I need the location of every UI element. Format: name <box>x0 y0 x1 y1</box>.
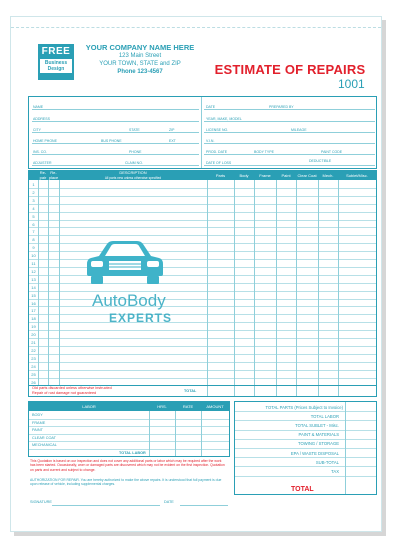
table-row[interactable] <box>29 378 376 379</box>
labor-row-label: FRAME <box>32 420 46 425</box>
table-row[interactable] <box>29 314 376 315</box>
logo-free-text: FREE <box>41 46 71 57</box>
row-number: 1 <box>32 182 35 187</box>
field-paint-code[interactable]: PAINT CODE <box>321 150 343 154</box>
col-divider <box>59 180 60 385</box>
totals-row-label: TOWING / STORAGE <box>297 441 339 447</box>
col-divider <box>38 180 39 385</box>
col-divider <box>48 180 49 385</box>
col-sublet-misc: Sublet/Misc. <box>338 171 376 180</box>
totals-row[interactable] <box>235 476 376 477</box>
row-number: 17 <box>31 308 36 314</box>
table-row[interactable] <box>29 283 376 284</box>
field-body-type[interactable]: BODY TYPE <box>254 150 274 154</box>
company-city: YOUR TOWN, STATE and ZIP <box>99 61 181 67</box>
field-zip[interactable]: ZIP <box>169 128 175 132</box>
field-prepared-by[interactable]: PREPARED BY <box>269 105 294 109</box>
row-number: 10 <box>31 253 36 259</box>
table-row[interactable] <box>29 212 376 213</box>
totals-row[interactable] <box>235 457 376 458</box>
field-date[interactable]: DATE <box>206 105 216 109</box>
signature-date-label[interactable]: DATE <box>164 500 174 504</box>
field-line <box>32 143 199 144</box>
totals-row[interactable] <box>235 411 376 412</box>
table-row[interactable] <box>29 188 376 189</box>
field-line <box>204 154 375 155</box>
labor-row-label: BODY <box>32 413 43 417</box>
table-row[interactable] <box>29 243 376 244</box>
labor-header: LABOR <box>29 402 149 411</box>
totals-row-label: EPA / WASTE DISPOSAL <box>290 450 339 456</box>
watermark-experts: EXPERTS <box>109 311 173 325</box>
row-number: 2 <box>32 189 35 195</box>
field-city[interactable]: CITY <box>33 128 41 132</box>
col-frame: Frame <box>254 171 276 180</box>
signature-line <box>52 505 160 506</box>
table-row[interactable] <box>29 322 376 323</box>
company-phone: Phone 123-4567 <box>117 69 163 75</box>
labor-row[interactable] <box>29 426 229 427</box>
col-parts: Parts <box>207 171 234 180</box>
logo-line-1: Business <box>44 60 68 66</box>
table-row[interactable] <box>29 196 376 197</box>
table-row[interactable] <box>29 338 376 339</box>
labor-hrs-header: HRS. <box>149 402 175 411</box>
row-number: 12 <box>31 268 36 274</box>
total-labor-label: TOTAL LABOR <box>119 451 146 455</box>
row-number: 9 <box>32 245 35 251</box>
table-row[interactable] <box>29 370 376 371</box>
field-ext[interactable]: EXT <box>169 139 176 143</box>
totals-row-label: TAX <box>331 468 339 474</box>
labor-row[interactable] <box>29 419 229 420</box>
field-adjuster[interactable]: ADJUSTER <box>33 161 52 165</box>
logo-business-design <box>40 59 72 73</box>
field-line <box>32 165 199 166</box>
table-row[interactable] <box>29 227 376 228</box>
totals-row[interactable] <box>235 439 376 440</box>
row-number: 3 <box>32 197 35 203</box>
col-divider <box>338 180 339 396</box>
row-number: 25 <box>31 371 36 377</box>
col-clear-coat: Clear Coat <box>297 173 317 178</box>
col-divider <box>175 411 176 456</box>
field-line <box>32 109 199 110</box>
row-number: 23 <box>31 355 36 361</box>
col-divider <box>296 180 297 396</box>
col-mech: Mech. <box>318 171 338 180</box>
totals-row[interactable] <box>235 448 376 449</box>
field-line <box>32 132 199 133</box>
totals-section <box>234 401 377 495</box>
field-state[interactable]: STATE <box>129 128 140 132</box>
col-description <box>59 171 207 180</box>
repair-items-table <box>28 170 377 397</box>
field-line <box>204 143 375 144</box>
table-row[interactable] <box>29 235 376 236</box>
table-row[interactable] <box>29 354 376 355</box>
labor-row[interactable] <box>29 434 229 435</box>
labor-section <box>28 401 230 457</box>
table-row[interactable] <box>29 362 376 363</box>
field-line <box>204 132 375 133</box>
table-row[interactable] <box>29 220 376 221</box>
field-home-phone[interactable]: HOME PHONE <box>33 139 57 143</box>
labor-amount-header: AMOUNT <box>201 402 229 411</box>
field-claim-no[interactable]: CLAIM NO. <box>125 161 143 165</box>
field-prod-date[interactable]: PROD. DATE <box>206 150 228 154</box>
row-number: 6 <box>32 221 35 227</box>
row-number: 24 <box>31 363 36 369</box>
table-row[interactable] <box>29 267 376 268</box>
totals-row-label: TOTAL SUBLET - Misc. <box>295 422 339 428</box>
field-line <box>32 154 199 155</box>
labor-rate-header: RATE <box>175 402 201 411</box>
field-ins-co[interactable]: INS. CO. <box>33 150 48 154</box>
form-number: 1001 <box>338 77 365 91</box>
table-row[interactable] <box>29 204 376 205</box>
company-name: YOUR COMPANY NAME HERE <box>85 43 195 52</box>
totals-row[interactable] <box>235 420 376 421</box>
totals-row[interactable] <box>235 430 376 431</box>
col-repair: Re-pair <box>39 171 47 180</box>
table-total-label: TOTAL <box>184 389 197 393</box>
grand-total-label: TOTAL <box>291 486 314 493</box>
labor-row[interactable] <box>29 449 229 450</box>
row-number: 11 <box>31 261 36 266</box>
row-number: 14 <box>31 284 36 290</box>
row-number: 13 <box>31 276 36 282</box>
row-number: 19 <box>31 324 36 330</box>
field-vin[interactable]: V.I.N. <box>206 139 215 143</box>
logo-line-2: Design <box>47 66 65 72</box>
header-divider <box>201 97 202 168</box>
signature-row <box>28 500 230 508</box>
field-ins-phone[interactable]: PHONE <box>129 150 142 154</box>
table-row[interactable] <box>29 259 376 260</box>
company-street: 123 Main Street <box>118 53 162 59</box>
col-divider <box>345 402 346 494</box>
old-parts-note: Old parts discarded unless otherwise instructed <box>32 386 112 390</box>
col-description-note: All parts new unless otherwise specified <box>104 175 162 180</box>
col-replace: Re-place <box>48 171 59 180</box>
totals-row-label: TOTAL PARTS (Prices Subject to Invoice) <box>265 404 343 410</box>
row-number: 16 <box>31 300 36 306</box>
row-number: 8 <box>32 237 35 243</box>
labor-row-label: MECHANICAL <box>32 443 57 447</box>
field-year-make-model[interactable]: YEAR, MAKE, MODEL <box>206 117 242 121</box>
field-line <box>32 121 199 122</box>
col-divider <box>149 411 150 456</box>
table-row[interactable] <box>29 299 376 300</box>
table-row[interactable] <box>29 275 376 276</box>
rust-damage-note: Repair of rust damage not guaranteed <box>32 391 97 395</box>
field-line <box>204 121 375 122</box>
col-divider <box>276 180 277 396</box>
table-row[interactable] <box>29 330 376 331</box>
field-line <box>204 165 375 166</box>
totals-row-label: TOTAL LABOR <box>310 413 339 419</box>
car-watermark-icon <box>85 238 165 286</box>
customer-vehicle-section <box>28 96 377 169</box>
perforation-line <box>11 27 381 28</box>
col-description-label: DESCRIPTION <box>119 171 147 175</box>
col-divider <box>234 180 235 396</box>
table-row[interactable] <box>29 306 376 307</box>
field-line <box>204 109 375 110</box>
company-info <box>80 44 200 76</box>
col-divider <box>201 411 202 456</box>
labor-row[interactable] <box>29 441 229 442</box>
row-number: 21 <box>31 340 36 345</box>
col-paint: Paint <box>276 171 296 180</box>
field-deductible[interactable]: DEDUCTIBLE <box>309 159 332 163</box>
watermark-autobody: AutoBody <box>92 291 166 310</box>
row-number: 5 <box>32 213 35 219</box>
date-line <box>180 505 228 506</box>
labor-row-label: CLEAR COAT <box>32 435 56 440</box>
signature-label[interactable]: SIGNATURE <box>30 500 52 504</box>
field-address[interactable]: ADDRESS <box>33 117 50 121</box>
row-number: 20 <box>31 332 36 338</box>
row-number: 7 <box>32 229 35 235</box>
field-name[interactable]: NAME <box>33 105 44 109</box>
row-number: 26 <box>31 379 36 385</box>
row-number: 4 <box>32 205 35 211</box>
col-body: Body <box>234 171 254 180</box>
quotation-disclaimer: This Quotation is based on our inspection and does not cover any additional parts or labor which may be required after the work has been started. Occasionally, worn or damaged parts are discovered which may not be evident on the first inspection. Quotation on parts and current and subject to change. <box>30 459 225 472</box>
col-divider <box>318 180 319 396</box>
field-mileage[interactable]: MILEAGE <box>291 128 307 132</box>
authorization-text: AUTHORIZATION FOR REPAIR. You are hereby authorized to make the above repairs. It is understood that full payment is due upon release of vehicle, including supplemental charges. <box>30 478 222 487</box>
totals-row-label: SUB-TOTAL <box>315 459 339 465</box>
row-number: 18 <box>31 316 36 322</box>
col-divider <box>207 180 208 396</box>
col-divider <box>254 180 255 396</box>
table-row[interactable] <box>29 346 376 347</box>
company-logo <box>38 44 74 80</box>
totals-row-label: PAINT & MATERIALS <box>298 432 339 438</box>
table-row[interactable] <box>29 291 376 292</box>
labor-row-label: PAINT <box>32 428 43 432</box>
col-number <box>29 171 38 180</box>
row-number: 15 <box>31 292 36 298</box>
totals-row[interactable] <box>235 466 376 467</box>
form-title: ESTIMATE OF REPAIRS <box>214 62 366 77</box>
field-bus-phone[interactable]: BUS PHONE <box>101 139 122 143</box>
field-date-of-loss[interactable]: DATE OF LOSS <box>206 161 232 165</box>
table-row[interactable] <box>29 251 376 252</box>
row-number: 22 <box>31 347 36 353</box>
field-license-no[interactable]: LICENSE NO. <box>206 128 229 132</box>
